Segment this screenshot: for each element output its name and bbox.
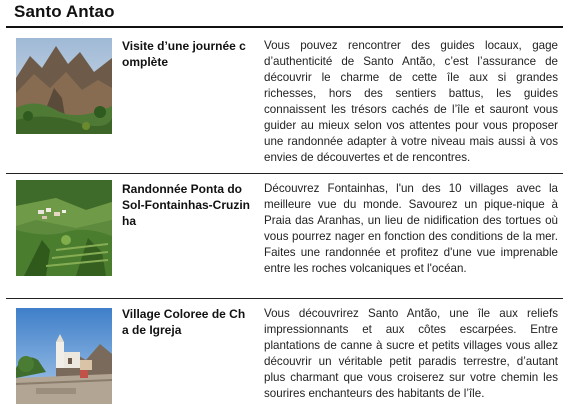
row-divider: [6, 298, 563, 299]
item-description: Vous découvrirez Santo Antão, une île aux reliefs impressionnants et aux côtes escarpées. Entre plantations de canne à sucre et petits villages vous allez découvrir un véritable petit paradis terrestre, d’autant plus charmant que vous croiserez sur votre chemin les sourires enchanteurs des habitants de l’île.: [264, 307, 558, 400]
item-name: Randonnée Ponta do Sol-Fontainhas-Cruzinha: [122, 182, 250, 228]
cliff-village-photo: [16, 180, 112, 276]
page-title: Santo Antao: [14, 2, 115, 21]
village-church-photo: [16, 308, 112, 404]
mountain-valley-photo: [16, 38, 112, 134]
row-divider: [6, 173, 563, 174]
item-description: Découvrez Fontainhas, l'un des 10 villages avec la meilleure vue du monde. Savourez un pique-nique à Praia das Aranhas, un lieu de nidification des tortues où vous pourrez nager en fonction des conditions de la mer. Faites une randonnée et profitez d'une vue imprenable entre les roches volcaniques et l'océan.: [264, 182, 558, 275]
item-description: Vous pouvez rencontrer des guides locaux, gage d’authenticité de Santo Antão, c’est l’assurance de découvrir le charme de cette île aux si grandes richesses, hors des sentiers battus, les guides connaissent les trésors cachés de l’île et sauront vous guider au mieux selon vos attentes pour vous proposer une randonnée adapter à votre niveau mais aussi à vos envies de découvertes et de rencontres.: [264, 39, 558, 164]
title-divider: [6, 26, 563, 28]
item-name: Visite d’une journée complète: [122, 39, 246, 69]
item-name: Village Coloree de Cha de Igreja: [122, 307, 246, 337]
